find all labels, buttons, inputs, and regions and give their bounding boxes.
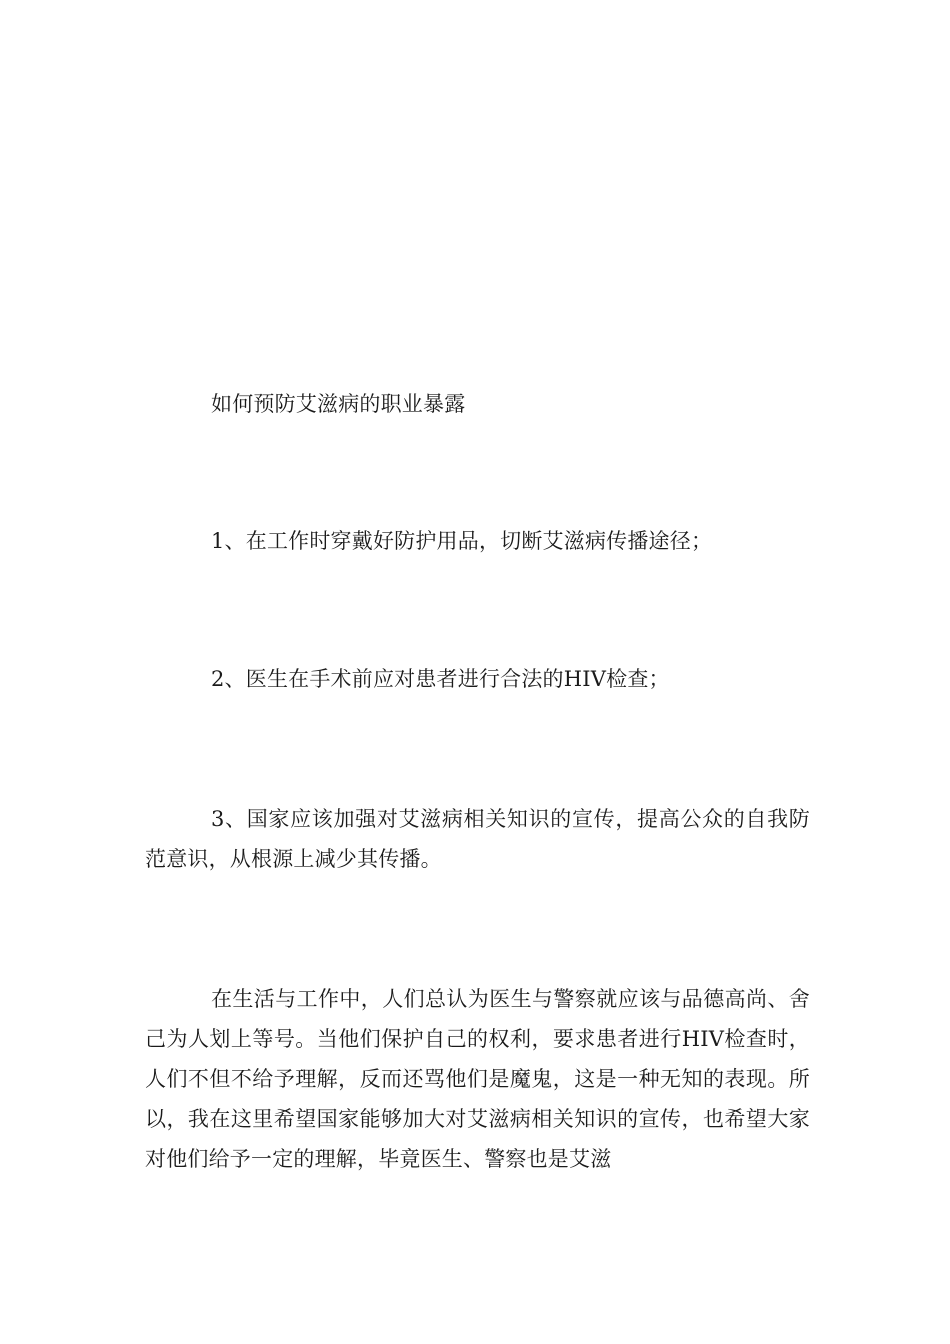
paragraph-body: 在生活与工作中，人们总认为医生与警察就应该与品德高尚、舍己为人划上等号。当他们保护自己的权利，要求患者进行HIV检查时，人们不但不给予理解，反而还骂他们是魔鬼，这是一种无知的表现。所以，我在这里希望国家能够加大对艾滋病相关知识的宣传，也希望大家对他们给予一定的理解，毕竟医生、警察也是艾滋 [145,987,810,1171]
paragraph-item-2: 2、医生在手术前应对患者进行合法的HIV检查； [211,667,670,691]
paragraph-item-1: 1、在工作时穿戴好防护用品，切断艾滋病传播途径； [211,529,713,553]
paragraph-item-3: 3、国家应该加强对艾滋病相关知识的宣传，提高公众的自我防范意识，从根源上减少其传播。 [145,807,810,871]
document-title: 如何预防艾滋病的职业暴露 [211,392,466,416]
